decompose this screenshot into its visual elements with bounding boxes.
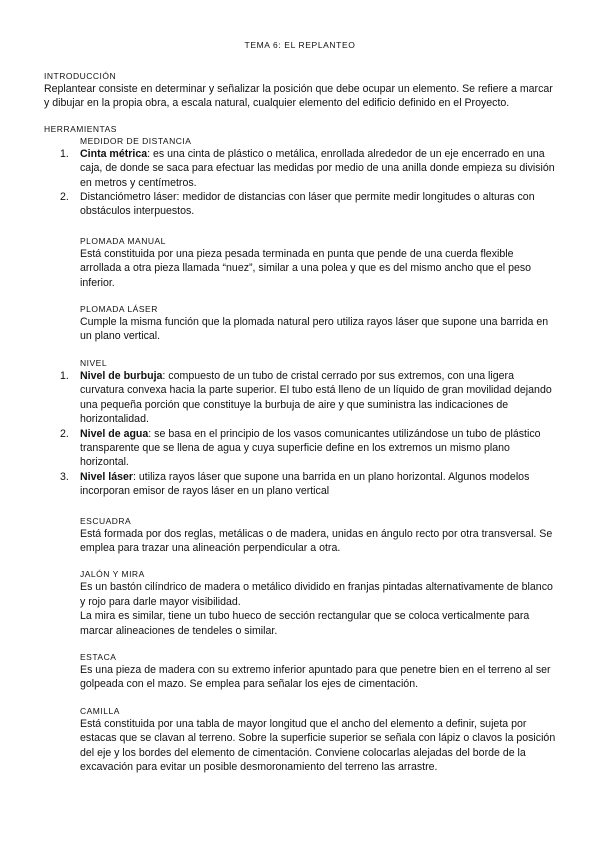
list-term: Nivel de agua	[80, 427, 149, 440]
mira-text: La mira es similar, tiene un tubo hueco de sección rectangular que se coloca verticalmente para marcar alineaciones de tendeles o similar.	[80, 610, 530, 637]
escuadra-heading: ESCUADRA	[80, 515, 132, 526]
list-number: 2.	[60, 427, 69, 440]
estaca-text: Es una pieza de madera con su extremo inferior apuntado para que penetre bien en el terreno al ser golpeada con el mazo. Se emplea para señalar los ejes de cimentación.	[80, 663, 551, 691]
list-item	[60, 369, 556, 427]
list-number: 2.	[60, 191, 69, 204]
list-number: 1.	[60, 369, 69, 382]
escuadra-text: Está formada por dos reglas, metálicas o de madera, unidas en ángulo recto por otra transversal. Se emplea para trazar una alineación perpendicular a otra.	[80, 527, 553, 554]
nivel-list	[44, 369, 556, 499]
list-text: : es una cinta de plástico o metálica, enrollada alrededor de un eje encerrado en una caja, de donde se saca para efectuar las medidas por medio de una anilla donde empieza su división en metros y centímetros.	[80, 147, 555, 189]
list-text: : compuesto de un tubo de cristal cerrado por sus extremos, con una ligera curvatura convexa hacia la parte superior. El tubo está lleno de un líquido de gran movilidad dejando una pequeña porción que constituye la burbuja de aire y que suministra las indicaciones de horizontalidad.	[80, 369, 552, 426]
list-item	[60, 147, 556, 190]
page-title: TEMA 6: EL REPLANTEO	[244, 40, 356, 50]
introduction-heading: INTRODUCCIÓN	[44, 71, 117, 81]
camilla-heading: CAMILLA	[80, 705, 120, 716]
plomada-manual-heading: PLOMADA MANUAL	[80, 235, 166, 246]
list-item	[60, 190, 556, 219]
plomada-laser-text: Cumple la misma función que la plomada natural pero utiliza rayos láser que supone una barrida en un plano vertical.	[80, 316, 549, 343]
nivel-heading: NIVEL	[80, 357, 108, 368]
list-text: : utiliza rayos láser que supone una barrida en un plano horizontal. Algunos modelos incorporan emisor de rayos láser en un plano vertical	[80, 470, 530, 498]
distance-heading: MEDIDOR DE DISTANCIA	[80, 135, 192, 146]
jalon-text: Es un bastón cilíndrico de madera o metálico dividido en franjas pintadas alternativamente de blanco y rojo para darle mayor visibilidad.	[80, 581, 553, 608]
tools-heading: HERRAMIENTAS	[44, 123, 117, 134]
list-term: Nivel láser	[80, 470, 134, 483]
list-text: Distanciómetro láser: medidor de distancias con láser que permite medir longitudes o alturas con obstáculos interpuestos.	[80, 191, 535, 218]
introduction-text: Replantear consiste en determinar y señalizar la posición que debe ocupar un elemento. Se refiere a marcar y dibujar en la propia obra, a escala natural, cualquier elemento del edificio definido en el Proyecto.	[44, 83, 553, 110]
plomada-laser-heading: PLOMADA LÁSER	[80, 304, 158, 315]
distance-list	[44, 147, 556, 219]
list-text: : se basa en el principio de los vasos comunicantes utilizándose un tubo de plástico transparente que se llena de agua y cuya superficie define en los extremos un mismo plano horizontal.	[80, 427, 541, 469]
list-item	[60, 427, 556, 470]
list-number: 1.	[60, 147, 69, 160]
camilla-text: Está constituida por una tabla de mayor longitud que el ancho del elemento a definir, sujeta por estacas que se clavan al terreno. Sobre la superficie superior se señala con lápiz o clavos la posición del eje y los bordes del elemento de cimentación. Conviene colocarlas alejadas del borde de la excavación para evitar un posible desmoronamiento del terreno las arrastre.	[80, 717, 556, 773]
list-item	[60, 470, 556, 499]
jalon-heading: JALÓN Y MIRA	[80, 569, 145, 580]
list-term: Nivel de burbuja	[80, 369, 163, 382]
estaca-heading: ESTACA	[80, 651, 117, 662]
list-number: 3.	[60, 470, 69, 483]
list-term: Cinta métrica	[80, 147, 148, 160]
plomada-manual-text: Está constituida por una pieza pesada terminada en punta que pende de una cuerda flexible arrollada a otra pieza llamada “nuez”, similar a una polea y que es del mismo ancho que el peso inferior.	[80, 247, 532, 289]
